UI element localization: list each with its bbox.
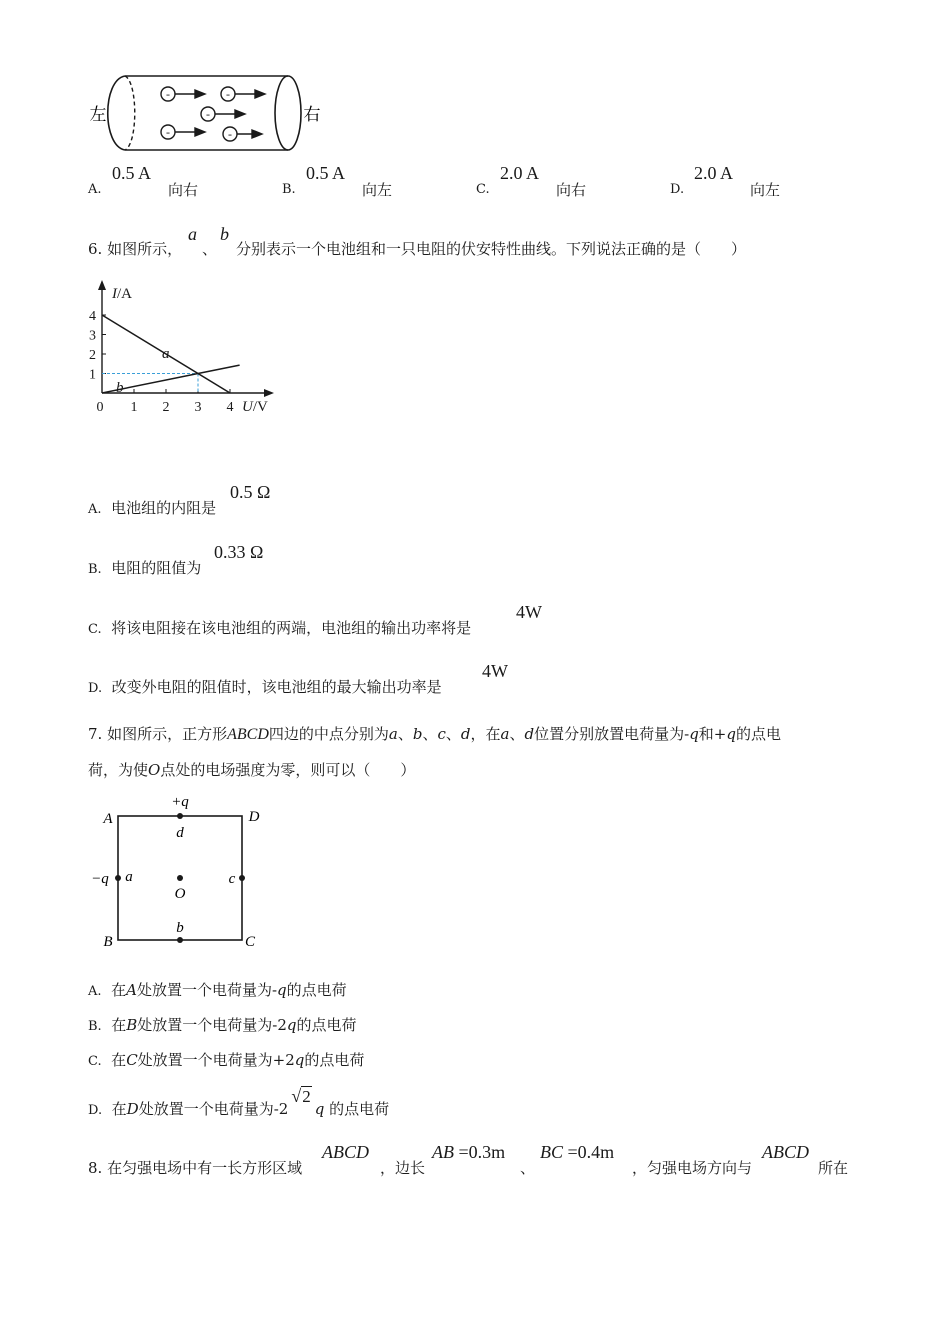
q6-var-a: a xyxy=(188,224,197,244)
q7-option-var: q xyxy=(286,1016,297,1034)
tube-right-label: 右 xyxy=(303,105,321,125)
origin-label: 0 xyxy=(96,400,104,415)
q7-text: 和+ xyxy=(698,725,727,743)
q7-var: b xyxy=(412,725,423,743)
q7-text: 、 xyxy=(397,725,413,743)
q7-var: c xyxy=(437,725,446,743)
arrow-head-icon xyxy=(252,130,262,138)
q6-option-a-text: 电池组的内阻是 xyxy=(111,499,217,517)
q7-option-var: q xyxy=(294,1051,305,1069)
q6-option-d-text: 改变外电阻的阻值时，该电池组的最大输出功率是 xyxy=(111,678,442,696)
q7-text: 、 xyxy=(509,725,525,743)
q5-option-c-value: 2.0 A xyxy=(500,163,540,183)
q7-option-text: 处放置一个电荷量为- xyxy=(136,981,278,999)
iv-graph xyxy=(80,278,290,418)
square-figure xyxy=(82,788,272,956)
svg-text:A: A xyxy=(103,811,113,827)
q8-mid2: ，匀强电场方向与 xyxy=(632,1159,753,1177)
electron-sign: - xyxy=(166,87,170,101)
q8-sep: 、 xyxy=(520,1159,536,1177)
line-a-label: a xyxy=(162,345,170,362)
q7-option-var: q xyxy=(277,981,287,999)
q5-option-a-letter: A. xyxy=(88,182,102,197)
q6-option-a xyxy=(88,498,216,520)
q8-rect2-name: ABCD xyxy=(762,1142,809,1162)
q8-ab: AB =0.3m xyxy=(432,1142,506,1162)
q7-option-letter: B. xyxy=(88,1019,102,1034)
q7-option-text: 的点电荷 xyxy=(296,1016,357,1034)
q7-var: d xyxy=(460,725,471,743)
q6-option-c-text: 将该电阻接在该电池组的两端，电池组的输出功率将是 xyxy=(111,619,472,637)
q8-suffix: 所在 xyxy=(818,1159,849,1177)
q7-square-name: ABCD xyxy=(227,726,269,743)
q5-option-d-letter: D. xyxy=(670,182,685,197)
q5-option-d-dir: 向左 xyxy=(750,181,781,199)
q6-option-c-letter: C. xyxy=(88,622,102,637)
sqrt-symbol: √2 xyxy=(291,1086,311,1106)
q7-option-point: C xyxy=(126,1051,138,1069)
q5-option-b-letter: B. xyxy=(282,182,296,197)
x-axis-arrow-icon xyxy=(264,389,274,397)
q7-stem-line2 xyxy=(88,760,415,780)
y-axis-label: I/A xyxy=(112,286,132,302)
svg-text:D: D xyxy=(248,809,260,825)
q7-option-letter: A. xyxy=(88,984,102,999)
tube-figure xyxy=(80,68,340,158)
q7-option-text: 的点电荷 xyxy=(304,1051,365,1069)
q7-option-text: 处放置一个电荷量为-2 xyxy=(137,1016,287,1034)
q7-option-text: 在 xyxy=(111,1016,127,1034)
q7-text: 7. 如图所示，正方形 xyxy=(88,725,228,743)
q7-text: 、 xyxy=(445,725,461,743)
electron-sign: - xyxy=(166,125,170,139)
q7-var: O xyxy=(148,761,161,779)
q7-option-a xyxy=(88,980,347,1002)
q7-option-letter: D. xyxy=(88,1103,103,1118)
q7-option-text: 的点电荷 xyxy=(329,1100,390,1118)
svg-text:O: O xyxy=(174,886,186,902)
y-axis-arrow-icon xyxy=(98,280,106,290)
q6-option-b-value: 0.33 Ω xyxy=(214,542,264,562)
q6-option-c-value: 4W xyxy=(516,602,542,622)
q5-option-b-dir: 向左 xyxy=(362,181,393,199)
q6-sep: 、 xyxy=(202,240,218,258)
x-tick-label: 2 xyxy=(162,400,170,415)
x-axis-label: U/V xyxy=(242,399,268,415)
q7-text: 四边的中点分别为 xyxy=(268,725,389,743)
q7-option-b xyxy=(88,1015,357,1037)
q5-option-d-value: 2.0 A xyxy=(694,163,734,183)
q6-option-d-letter: D. xyxy=(88,681,103,696)
q8-rect-name: ABCD xyxy=(322,1142,369,1162)
x-tick-label: 4 xyxy=(226,400,234,415)
svg-text:B: B xyxy=(103,934,113,950)
q7-var: a xyxy=(500,725,510,743)
q5-option-c-dir: 向右 xyxy=(556,181,587,199)
q7-var: a xyxy=(388,725,398,743)
q7-option-d xyxy=(88,1086,390,1121)
q7-option-text: 的点电荷 xyxy=(286,981,347,999)
sqrt-radicand: 2 xyxy=(302,1087,311,1106)
q7-text: 荷，为使 xyxy=(88,761,149,779)
line-b-label: b xyxy=(116,380,124,397)
q8-bc-value: 0.4m xyxy=(577,1142,615,1162)
q7-option-text: 在 xyxy=(111,1100,127,1118)
q7-option-point: A xyxy=(126,981,137,999)
electron-sign: - xyxy=(206,107,210,121)
x-tick-label: 3 xyxy=(194,400,202,415)
svg-text:a: a xyxy=(125,869,133,885)
q6-stem-prefix: 6. 如图所示， xyxy=(88,240,183,258)
q6-option-a-letter: A. xyxy=(88,502,102,517)
q8-bc: BC =0.4m xyxy=(540,1142,615,1162)
q7-text: ，在 xyxy=(470,725,501,743)
q6-var-b: b xyxy=(220,224,229,244)
arrow-head-icon xyxy=(195,128,205,136)
x-tick-label: 1 xyxy=(130,400,138,415)
q5-option-a-dir: 向右 xyxy=(168,181,199,199)
q7-option-letter: C. xyxy=(88,1054,102,1069)
q7-option-var: q xyxy=(314,1100,325,1118)
q7-stem-line1 xyxy=(88,724,781,745)
q7-var: q xyxy=(726,725,736,743)
q6-stem-suffix: 分别表示一个电池组和一只电阻的伏安特性曲线。下列说法正确的是（ ） xyxy=(236,240,747,258)
q7-option-text: 在 xyxy=(111,1051,127,1069)
electron-sign: - xyxy=(226,87,230,101)
q8-ab-value: 0.3m xyxy=(468,1142,506,1162)
q7-var: q xyxy=(689,725,699,743)
arrow-head-icon xyxy=(235,110,245,118)
q7-option-text: 处放置一个电荷量为+2 xyxy=(137,1051,295,1069)
svg-text:b: b xyxy=(176,920,184,936)
svg-text:−q: −q xyxy=(91,871,109,887)
q5-option-c-letter: C. xyxy=(476,182,490,197)
q6-option-b-text: 电阻的阻值为 xyxy=(111,559,202,577)
q6-option-d xyxy=(88,677,442,699)
y-tick-label: 3 xyxy=(89,328,96,344)
svg-text:C: C xyxy=(244,934,256,950)
y-tick-label: 1 xyxy=(89,367,96,383)
svg-text:d: d xyxy=(176,825,184,841)
arrow-head-icon xyxy=(255,90,265,98)
q6-option-c xyxy=(88,618,471,640)
q6-option-a-value: 0.5 Ω xyxy=(230,482,271,502)
q5-option-a-value: 0.5 A xyxy=(112,163,152,183)
q8-prefix: 8. 在匀强电场中有一长方形区域 xyxy=(88,1159,303,1177)
q7-option-point: D xyxy=(126,1100,139,1118)
q8-ab-label: AB xyxy=(432,1142,454,1162)
q6-option-d-value: 4W xyxy=(482,661,508,681)
svg-text:c: c xyxy=(228,871,236,887)
q5-option-b-value: 0.5 A xyxy=(306,163,346,183)
q7-text: 的点电 xyxy=(735,725,781,743)
q7-option-c xyxy=(88,1050,364,1072)
q6-option-b-letter: B. xyxy=(88,562,102,577)
q7-text: 点处的电场强度为零，则可以（ ） xyxy=(160,761,416,779)
q7-text: 位置分别放置电荷量为- xyxy=(534,725,690,743)
q7-option-text: 处放置一个电荷量为-2 xyxy=(138,1100,289,1118)
q8-bc-label: BC xyxy=(540,1142,564,1162)
arrow-head-icon xyxy=(195,90,205,98)
q6-option-b xyxy=(88,558,201,580)
y-tick-label: 4 xyxy=(89,309,96,324)
y-tick-label: 2 xyxy=(89,348,96,363)
q7-text: 、 xyxy=(422,725,438,743)
tube-left-label: 左 xyxy=(89,105,107,125)
electron-sign: - xyxy=(228,127,232,141)
q7-var: d xyxy=(524,725,535,743)
svg-text:+q: +q xyxy=(171,794,189,810)
q7-option-point: B xyxy=(126,1016,138,1034)
q7-option-text: 在 xyxy=(111,981,127,999)
q8-mid1: ，边长 xyxy=(380,1159,426,1177)
